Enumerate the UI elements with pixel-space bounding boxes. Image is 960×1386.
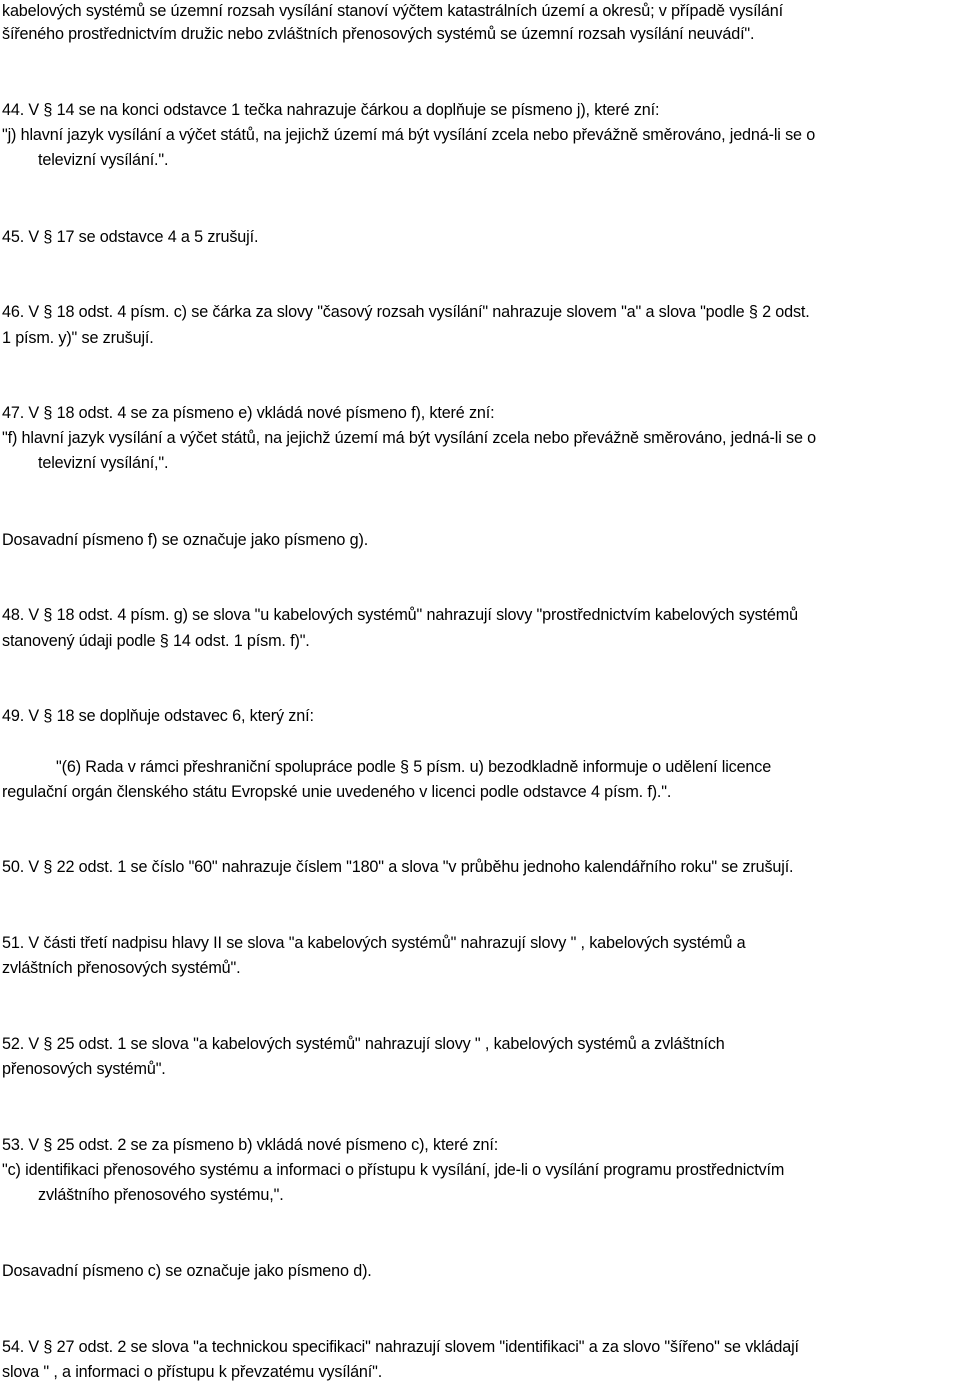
text-line: kabelových systémů se územní rozsah vysílání stanoví výčtem katastrálních území a okresů; v případě vysílání	[2, 2, 783, 20]
text-line: 44. V § 14 se na konci odstavce 1 tečka nahrazuje čárkou a doplňuje se písmeno j), které zní:	[2, 101, 660, 119]
text-line: 54. V § 27 odst. 2 se slova "a technickou specifikaci" nahrazují slovem "identifikaci" a za slovo "šířeno" se vkládají	[2, 1338, 799, 1356]
text-line: stanovený údaji podle § 14 odst. 1 písm. f)".	[2, 632, 310, 650]
text-line: "c) identifikaci přenosového systému a informaci o přístupu k vysílání, jde-li o vysílání programu prostřednictvím	[2, 1161, 785, 1179]
text-line: 51. V části třetí nadpisu hlavy II se slova "a kabelových systémů" nahrazují slovy " , kabelových systémů a	[2, 934, 746, 952]
text-line: 48. V § 18 odst. 4 písm. g) se slova "u kabelových systémů" nahrazují slovy "prostřednictvím kabelových systémů	[2, 606, 798, 624]
text-line: "f) hlavní jazyk vysílání a výčet států, na jejichž území má být vysílání zcela nebo převážně směrováno, jedná-li se o	[2, 429, 816, 447]
text-line: zvláštního přenosového systému,".	[38, 1186, 284, 1204]
text-line: televizní vysílání.".	[38, 151, 169, 169]
text-line: zvláštních přenosových systémů".	[2, 959, 241, 977]
text-line: 1 písm. y)" se zrušují.	[2, 329, 154, 347]
text-line: 47. V § 18 odst. 4 se za písmeno e) vkládá nové písmeno f), které zní:	[2, 404, 495, 422]
text-line: regulační orgán členského státu Evropské unie uvedeného v licenci podle odstavce 4 písm. f).".	[2, 783, 672, 801]
text-line: slova " , a informaci o přístupu k převzatému vysílání".	[2, 1363, 383, 1381]
text-line: "j) hlavní jazyk vysílání a výčet států, na jejichž území má být vysílání zcela nebo převážně směrováno, jedná-li se o	[2, 126, 816, 144]
text-line: 53. V § 25 odst. 2 se za písmeno b) vkládá nové písmeno c), které zní:	[2, 1136, 499, 1154]
text-line: Dosavadní písmeno f) se označuje jako písmeno g).	[2, 531, 369, 549]
text-line: 50. V § 22 odst. 1 se číslo "60" nahrazuje číslem "180" a slova "v průběhu jednoho kalendářního roku" se zrušují.	[2, 858, 794, 876]
text-line: 45. V § 17 se odstavce 4 a 5 zrušují.	[2, 228, 259, 246]
text-line: 52. V § 25 odst. 1 se slova "a kabelových systémů" nahrazují slovy " , kabelových systémů a zvláštních	[2, 1035, 725, 1053]
text-line: přenosových systémů".	[2, 1060, 166, 1078]
text-line: 49. V § 18 se doplňuje odstavec 6, který zní:	[2, 707, 314, 725]
text-line: šířeného prostřednictvím družic nebo zvláštních přenosových systémů se územní rozsah vysílání neuvádí".	[2, 25, 755, 43]
text-line: televizní vysílání,".	[38, 454, 169, 472]
text-line: Dosavadní písmeno c) se označuje jako písmeno d).	[2, 1262, 372, 1280]
text-line: "(6) Rada v rámci přeshraniční spolupráce podle § 5 písm. u) bezodkladně informuje o udělení licence	[56, 758, 772, 776]
text-line: 46. V § 18 odst. 4 písm. c) se čárka za slovy "časový rozsah vysílání" nahrazuje slovem "a" a slova "podle § 2 odst.	[2, 303, 810, 321]
